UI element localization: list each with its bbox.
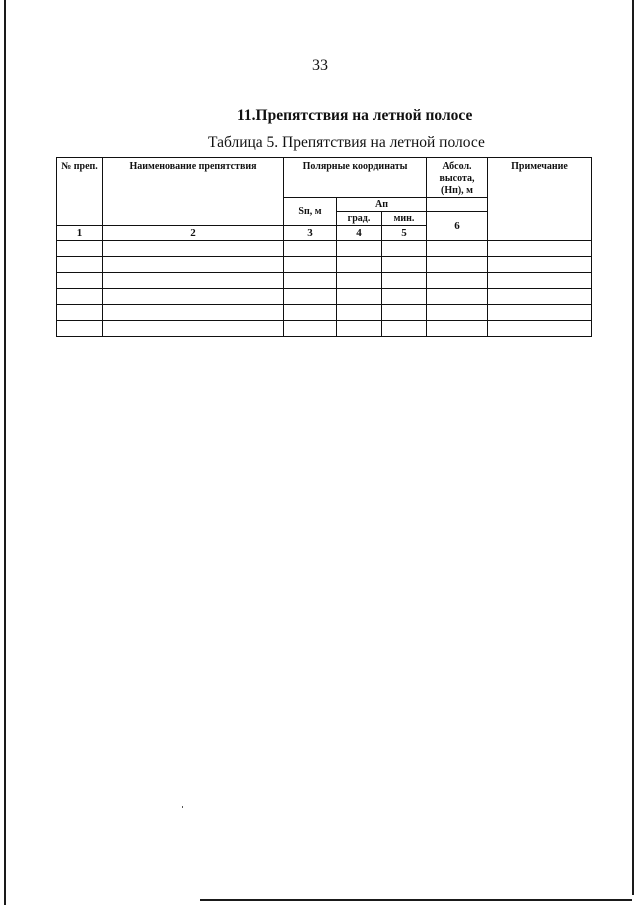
cell-obstacle-no [57,257,103,273]
scan-edge-right [632,0,634,895]
cell-distance [284,321,337,337]
section-title: 11.Препятствия на летной полосе [237,107,473,124]
cell-degrees [337,241,382,257]
cell-distance [284,257,337,273]
cell-obstacle-name [103,273,284,289]
column-number-6: 6 [427,212,488,241]
column-number-1: 1 [57,226,103,241]
header-azimuth: Ап [337,198,427,212]
cell-absolute-height [427,305,488,321]
cell-note [488,321,592,337]
header-blank-cell [427,198,488,212]
table-row [57,305,592,321]
cell-degrees [337,289,382,305]
cell-minutes [382,289,427,305]
cell-obstacle-name [103,289,284,305]
scan-edge-left [4,0,6,905]
cell-degrees [337,305,382,321]
cell-obstacle-name [103,305,284,321]
cell-distance [284,241,337,257]
column-number-5: 5 [382,226,427,241]
cell-degrees [337,321,382,337]
cell-obstacle-no [57,289,103,305]
cell-obstacle-name [103,321,284,337]
cell-minutes [382,321,427,337]
cell-degrees [337,273,382,289]
header-obstacle-no: № преп. [57,158,103,226]
cell-obstacle-no [57,241,103,257]
header-obstacle-name: Наименование препятствия [103,158,284,226]
cell-degrees [337,257,382,273]
header-degrees: град. [337,212,382,226]
cell-note [488,273,592,289]
column-number-2: 2 [103,226,284,241]
cell-absolute-height [427,289,488,305]
table-row [57,241,592,257]
header-minutes: мин. [382,212,427,226]
cell-absolute-height [427,241,488,257]
obstacles-table [56,157,592,337]
cell-absolute-height [427,273,488,289]
table-caption: Таблица 5. Препятствия на летной полосе [208,134,485,151]
table-row [57,289,592,305]
cell-obstacle-no [57,305,103,321]
cell-absolute-height [427,257,488,273]
cell-obstacle-no [57,273,103,289]
column-number-3: 3 [284,226,337,241]
cell-absolute-height [427,321,488,337]
scan-edge-bottom [200,899,632,901]
scan-speck [182,806,183,808]
cell-obstacle-no [57,321,103,337]
cell-note [488,305,592,321]
cell-distance [284,289,337,305]
header-absolute-height: Абсол. высота, (Нп), м [427,158,488,198]
cell-note [488,241,592,257]
table-row [57,257,592,273]
cell-minutes [382,273,427,289]
header-distance: Sп, м [284,198,337,226]
header-note: Примечание [488,158,592,241]
header-polar-coordinates: Полярные координаты [284,158,427,198]
table-row [57,273,592,289]
cell-obstacle-name [103,257,284,273]
cell-minutes [382,257,427,273]
cell-minutes [382,241,427,257]
cell-distance [284,305,337,321]
cell-note [488,289,592,305]
table-row [57,321,592,337]
page-number: 33 [312,57,328,74]
cell-minutes [382,305,427,321]
cell-note [488,257,592,273]
cell-distance [284,273,337,289]
cell-obstacle-name [103,241,284,257]
column-number-4: 4 [337,226,382,241]
